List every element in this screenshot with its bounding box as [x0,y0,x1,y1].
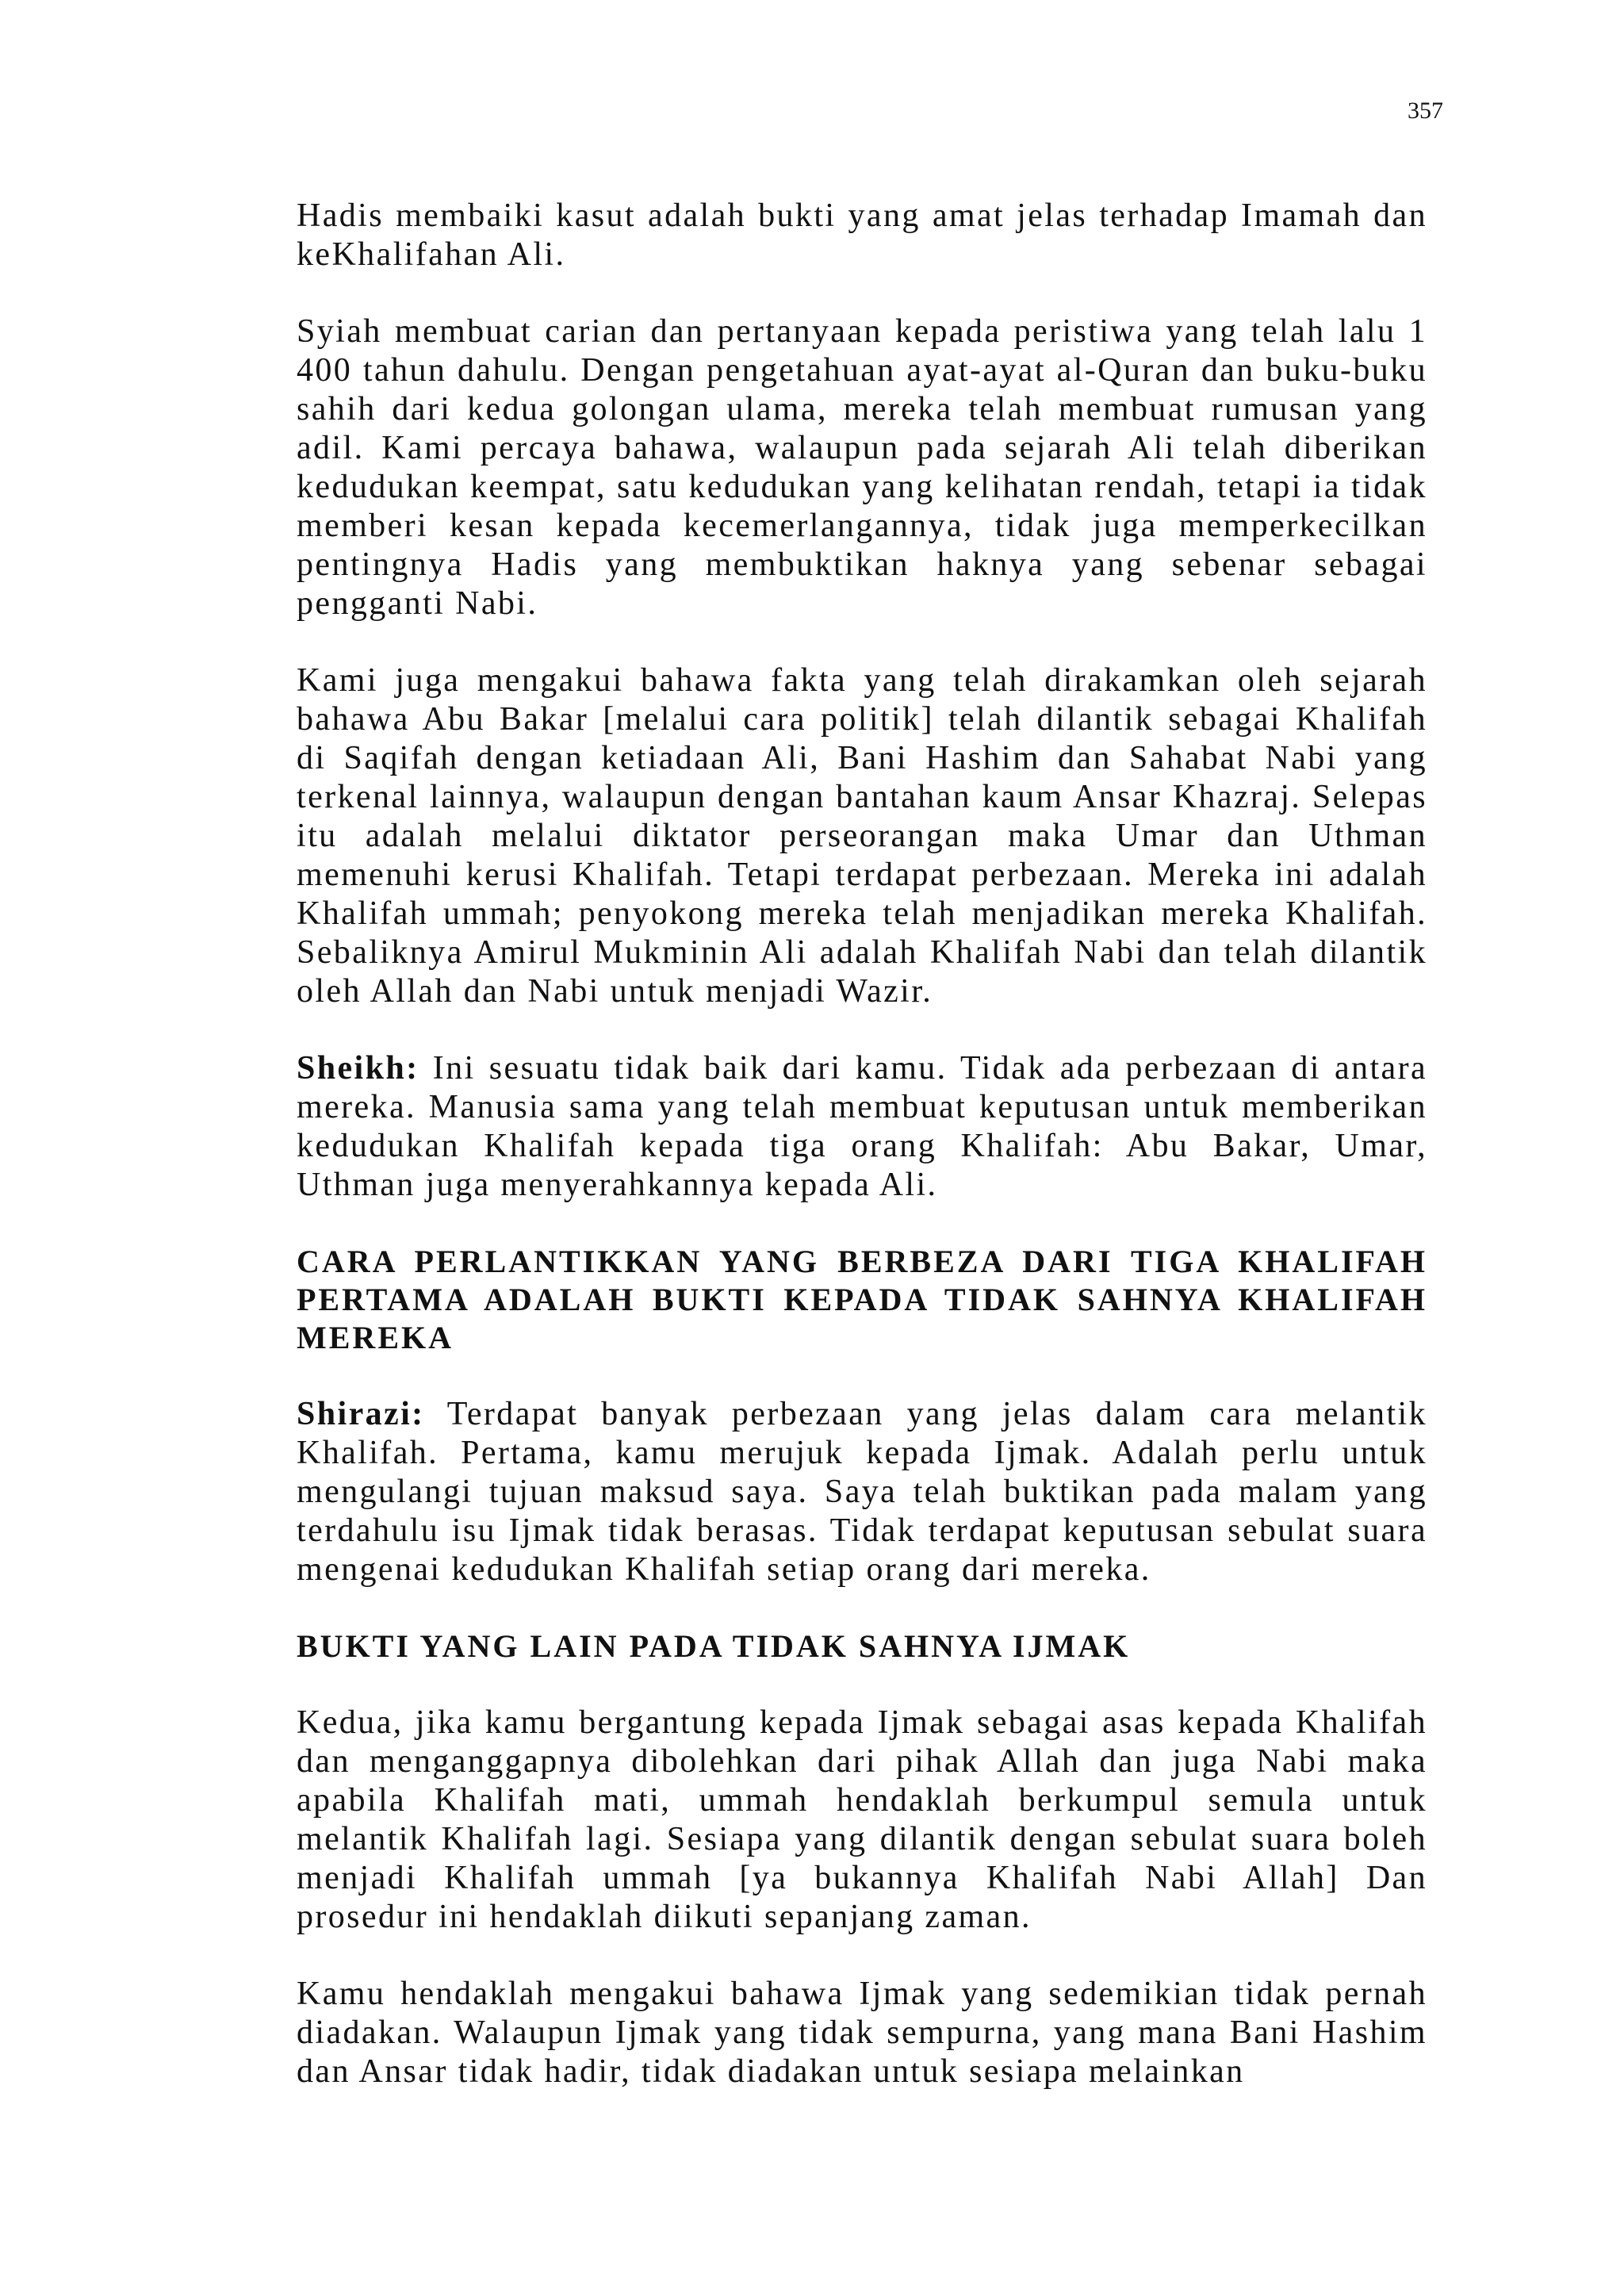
paragraph-6: Kedua, jika kamu bergantung kepada Ijmak sebagai asas kepada Khalifah dan menganggapnya dibolehkan dari pihak Allah dan juga Nabi maka apabila Khalifah mati, ummah hendaklah berkumpul semula untuk melantik Khalifah lagi. Sesiapa yang dilantik dengan sebulat suara boleh menjadi Khalifah ummah [ya bukannya Khalifah Nabi Allah] Dan prosedur ini hendaklah diikuti sepanjang zaman. [297,1704,1427,1935]
paragraph-2: Syiah membuat carian dan pertanyaan kepada peristiwa yang telah lalu 1 400 tahun dahulu. Dengan pengetahuan ayat-ayat al-Quran dan buku-buku sahih dari kedua golongan ulama, mereka telah membuat rumusan yang adil. Kami percaya bahawa, walaupun pada sejarah Ali telah diberikan kedudukan keempat, satu kedudukan yang kelihatan rendah, tetapi ia tidak memberi kesan kepada kecemerlangannya, tidak juga memperkecilkan pentingnya Hadis yang membuktikan haknya yang sebenar sebagai pengganti Nabi. [297,313,1427,622]
paragraph-3: Kami juga mengakui bahawa fakta yang telah dirakamkan oleh sejarah bahawa Abu Bakar [melalui cara politik] telah dilantik sebagai Khalifah di Saqifah dengan ketiadaan Ali, Bani Hashim dan Sahabat Nabi yang terkenal lainnya, walaupun dengan bantahan kaum Ansar Khazraj. Selepas itu adalah melalui diktator perseorangan maka Umar dan Uthman memenuhi kerusi Khalifah. Tetapi terdapat perbezaan. Mereka ini adalah Khalifah ummah; penyokong mereka telah menjadikan mereka Khalifah. Sebaliknya Amirul Mukminin Ali adalah Khalifah Nabi dan telah dilantik oleh Allah dan Nabi untuk menjadi Wazir. [297,662,1427,1010]
paragraph-1: Hadis membaiki kasut adalah bukti yang amat jelas terhadap Imamah dan keKhalifahan Ali. [297,197,1427,273]
paragraph-4-text: Ini sesuatu tidak baik dari kamu. Tidak ada perbezaan di antara mereka. Manusia sama yang telah membuat keputusan untuk memberikan kedudukan Khalifah kepada tiga orang Khalifah: Abu Bakar, Umar, Uthman juga menyerahkannya kepada Ali. [297,1050,1427,1203]
paragraph-5 [297,1395,1427,1589]
paragraph-5-text: Terdapat banyak perbezaan yang jelas dalam cara melantik Khalifah. Pertama, kamu merujuk kepada Ijmak. Adalah perlu untuk mengulangi tujuan maksud saya. Saya telah buktikan pada malam yang terdahulu isu Ijmak tidak berasas. Tidak terdapat keputusan sebulat suara mengenai kedudukan Khalifah setiap orang dari mereka. [297,1396,1427,1588]
speaker-label-shirazi: Shirazi: [297,1396,425,1432]
page-number: 357 [1408,98,1443,124]
section-heading-1: CARA PERLANTIKKAN YANG BERBEZA DARI TIGA KHALIFAH PERTAMA ADALAH BUKTI KEPADA TIDAK SAHNYA KHALIFAH MEREKA [297,1244,1427,1355]
paragraph-7: Kamu hendaklah mengakui bahawa Ijmak yang sedemikian tidak pernah diadakan. Walaupun Ijmak yang tidak sempurna, yang mana Bani Hashim dan Ansar tidak hadir, tidak diadakan untuk sesiapa melainkan [297,1976,1427,2090]
speaker-label-sheikh: Sheikh: [297,1050,419,1087]
section-heading-2: BUKTI YANG LAIN PADA TIDAK SAHNYA IJMAK [297,1628,1131,1664]
paragraph-4 [297,1049,1427,1205]
page-content [297,197,1427,2129]
